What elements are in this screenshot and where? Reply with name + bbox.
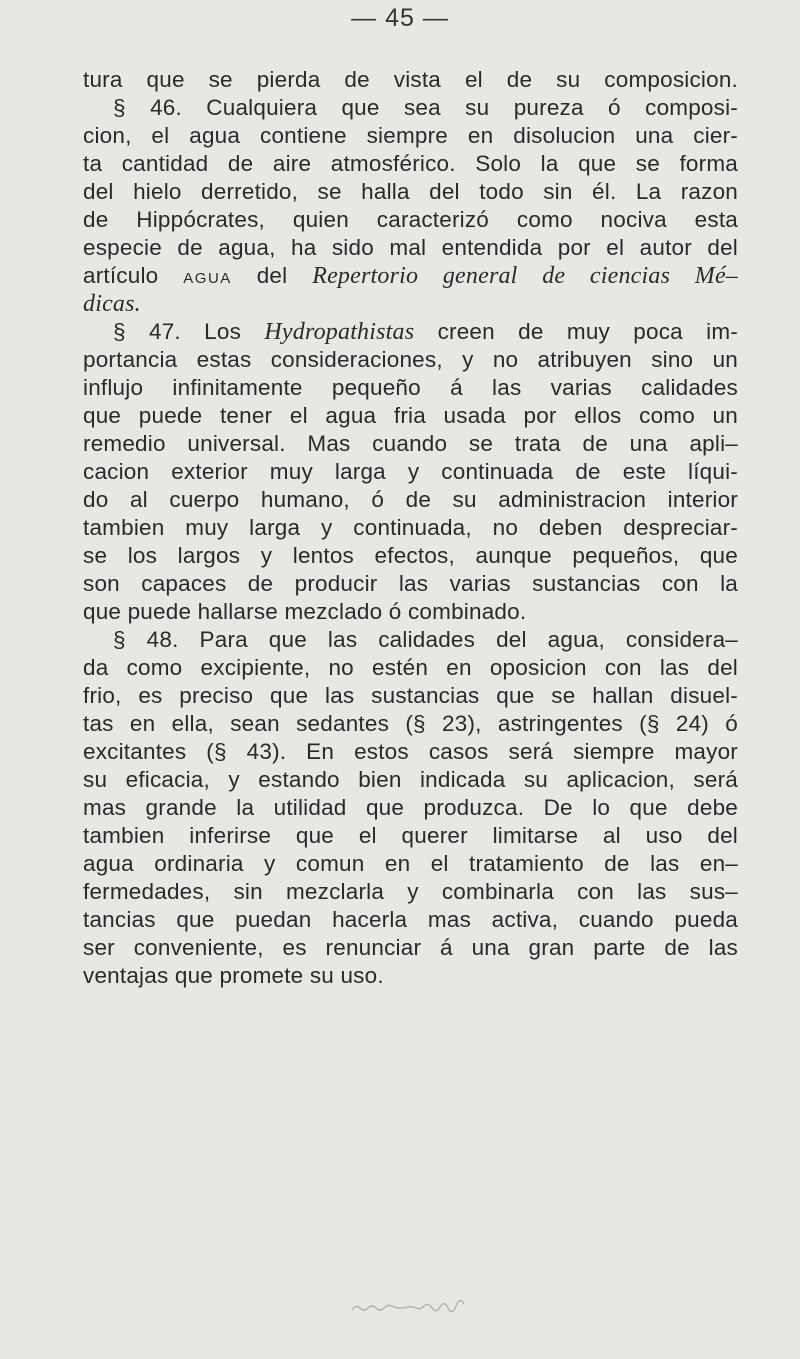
text-line: remedio universal. Mas cuando se trata de una apli–: [83, 431, 738, 456]
text-line: do al cuerpo humano, ó de su administracion interior: [83, 487, 738, 512]
text-line: artículo AGUA del Repertorio general de ciencias Mé–: [83, 263, 739, 289]
text-line: tambien inferirse que el querer limitarse al uso del: [83, 823, 738, 848]
text-line: portancia estas consideraciones, y no atribuyen sino un: [83, 347, 738, 372]
text-line: cion, el agua contiene siempre en disolucion una cier-: [83, 123, 738, 148]
text-line: agua ordinaria y comun en el tratamiento de las en–: [83, 851, 738, 876]
text-line: del hielo derretido, se halla del todo sin él. La razon: [83, 179, 738, 204]
text-line: su eficacia, y estando bien indicada su aplicacion, será: [83, 767, 738, 792]
text-line: da como excipiente, no estén en oposicion con las del: [83, 655, 738, 680]
paragraph-46-start: § 46. Cualquiera que sea su pureza ó composi-: [113, 95, 738, 120]
text-line: ventajas que promete su uso.: [83, 963, 384, 988]
text-line: de Hippócrates, quien caracterizó como nociva esta: [83, 207, 738, 232]
small-caps-term: AGUA: [183, 270, 232, 287]
body-text: [83, 66, 738, 990]
paragraph-47-start: § 47. Los Hydropathistas creen de muy poca im-: [113, 319, 738, 345]
text-line: [83, 290, 738, 318]
text-line: son capaces de producir las varias sustancias con la: [83, 571, 738, 596]
text-line: tambien muy larga y continuada, no deben despreciar-: [83, 515, 738, 540]
text-line: excitantes (§ 43). En estos casos será siempre mayor: [83, 739, 738, 764]
italic-term: Hydropathistas: [264, 319, 415, 345]
text-line: que puede hallarse mezclado ó combinado.: [83, 599, 527, 624]
page-number: — 45 —: [351, 4, 449, 32]
text-line: frio, es preciso que las sustancias que se hallan disuel-: [83, 683, 738, 708]
text-line: tancias que puedan hacerla mas activa, cuando pueda: [83, 907, 738, 932]
text-line: se los largos y lentos efectos, aunque pequeños, que: [83, 543, 738, 568]
text-line: ser conveniente, es renunciar á una gran parte de las: [83, 935, 738, 960]
text-line: ta cantidad de aire atmosférico. Solo la que se forma: [83, 151, 738, 176]
text-line: fermedades, sin mezclarla y combinarla con las sus–: [83, 879, 738, 904]
text-line: cacion exterior muy larga y continuada de este líqui-: [83, 459, 738, 484]
text-line: que puede tener el agua fria usada por ellos como un: [83, 403, 738, 428]
paragraph-48-start: § 48. Para que las calidades del agua, considera–: [113, 627, 738, 652]
text-line: tas en ella, sean sedantes (§ 23), astringentes (§ 24) ó: [83, 711, 738, 736]
text-line: especie de agua, ha sido mal entendida por el autor del: [83, 235, 738, 260]
text-line: tura que se pierda de vista el de su composicion.: [83, 67, 738, 92]
decorative-ornament: [350, 1300, 470, 1314]
text-line: influjo infinitamente pequeño á las varias calidades: [83, 375, 738, 400]
text-line: mas grande la utilidad que produzca. De lo que debe: [83, 795, 738, 820]
italic-title: dicas.: [83, 291, 141, 317]
italic-title: Repertorio general de ciencias Mé–: [312, 263, 739, 289]
